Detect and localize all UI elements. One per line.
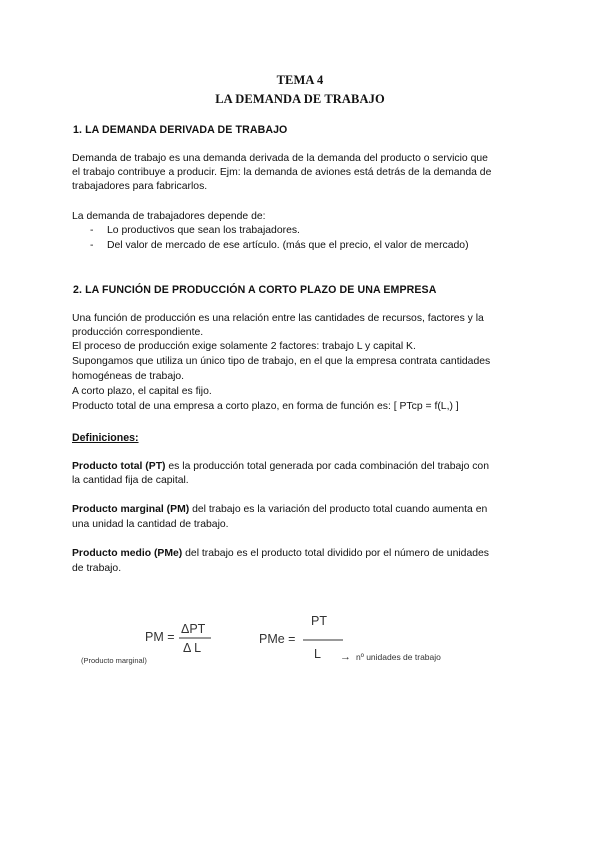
pm-numerator: ΔPT — [181, 622, 206, 636]
section1-para-line: Demanda de trabajo es una demanda derivada de la demanda del producto o servicio que — [72, 153, 488, 164]
document-title-line1: TEMA 4 — [276, 73, 324, 87]
definition-line: una unidad la cantidad de trabajo. — [72, 519, 229, 530]
definition-pme — [72, 547, 489, 561]
section2-line: Supongamos que utiliza un único tipo de trabajo, en el que la empresa contrata cantidades — [72, 356, 491, 367]
formulas-figure — [0, 600, 600, 690]
section2-line: Producto total de una empresa a corto plazo, en forma de función es: [ PTcp = f(L,) ] — [72, 401, 459, 412]
document-title-line2: LA DEMANDA DE TRABAJO — [215, 92, 385, 106]
pm-note: (Producto marginal) — [81, 656, 147, 665]
definition-text: es la producción total generada por cada combinación del trabajo con — [165, 461, 489, 472]
definition-term: Producto total (PT) — [72, 461, 166, 472]
arrow-icon: → — [340, 651, 351, 663]
pme-note: nº unidades de trabajo — [356, 652, 441, 662]
bullet-item: Del valor de mercado de ese artículo. (más que el precio, el valor de mercado) — [107, 240, 469, 251]
definition-pt — [72, 460, 489, 474]
pme-lhs: PMe = — [259, 632, 296, 646]
pm-lhs: PM = — [145, 630, 175, 644]
definition-term: Producto medio (PMe) — [72, 548, 183, 559]
section1-para-line: trabajadores para fabricarlos. — [72, 181, 208, 192]
section2-line: A corto plazo, el capital es fijo. — [72, 386, 212, 397]
section2-line: producción correspondiente. — [72, 327, 204, 338]
pme-denominator: L — [314, 647, 321, 661]
bullet-item: Lo productivos que sean los trabajadores. — [107, 225, 300, 236]
section1-para-line: el trabajo contribuye a producir. Ejm: la demanda de aviones está detrás de la demanda de — [72, 167, 492, 178]
bullet-marker: - — [90, 240, 94, 251]
section2-line: El proceso de producción exige solamente 2 factores: trabajo L y capital K. — [72, 341, 416, 352]
bullet-marker: - — [90, 225, 94, 236]
pme-numerator: PT — [311, 614, 327, 628]
definition-text: del trabajo es la variación del producto total cuando aumenta en — [189, 504, 488, 515]
section2-line: homogéneas de trabajo. — [72, 371, 185, 382]
pm-denominator: Δ L — [183, 641, 202, 655]
section1-heading: 1. LA DEMANDA DERIVADA DE TRABAJO — [73, 124, 288, 136]
definition-text: del trabajo es el producto total dividido por el número de unidades — [182, 548, 489, 559]
definition-term: Producto marginal (PM) — [72, 504, 190, 515]
definition-line: la cantidad fija de capital. — [72, 475, 189, 486]
section2-heading: 2. LA FUNCIÓN DE PRODUCCIÓN A CORTO PLAZO DE UNA EMPRESA — [73, 284, 437, 296]
section1-intro: La demanda de trabajadores depende de: — [72, 211, 266, 222]
section2-line: Una función de producción es una relación entre las cantidades de recursos, factores y la — [72, 313, 484, 324]
definitions-heading: Definiciones: — [72, 432, 139, 444]
definition-line: de trabajo. — [72, 563, 122, 574]
definition-pm — [72, 503, 487, 517]
